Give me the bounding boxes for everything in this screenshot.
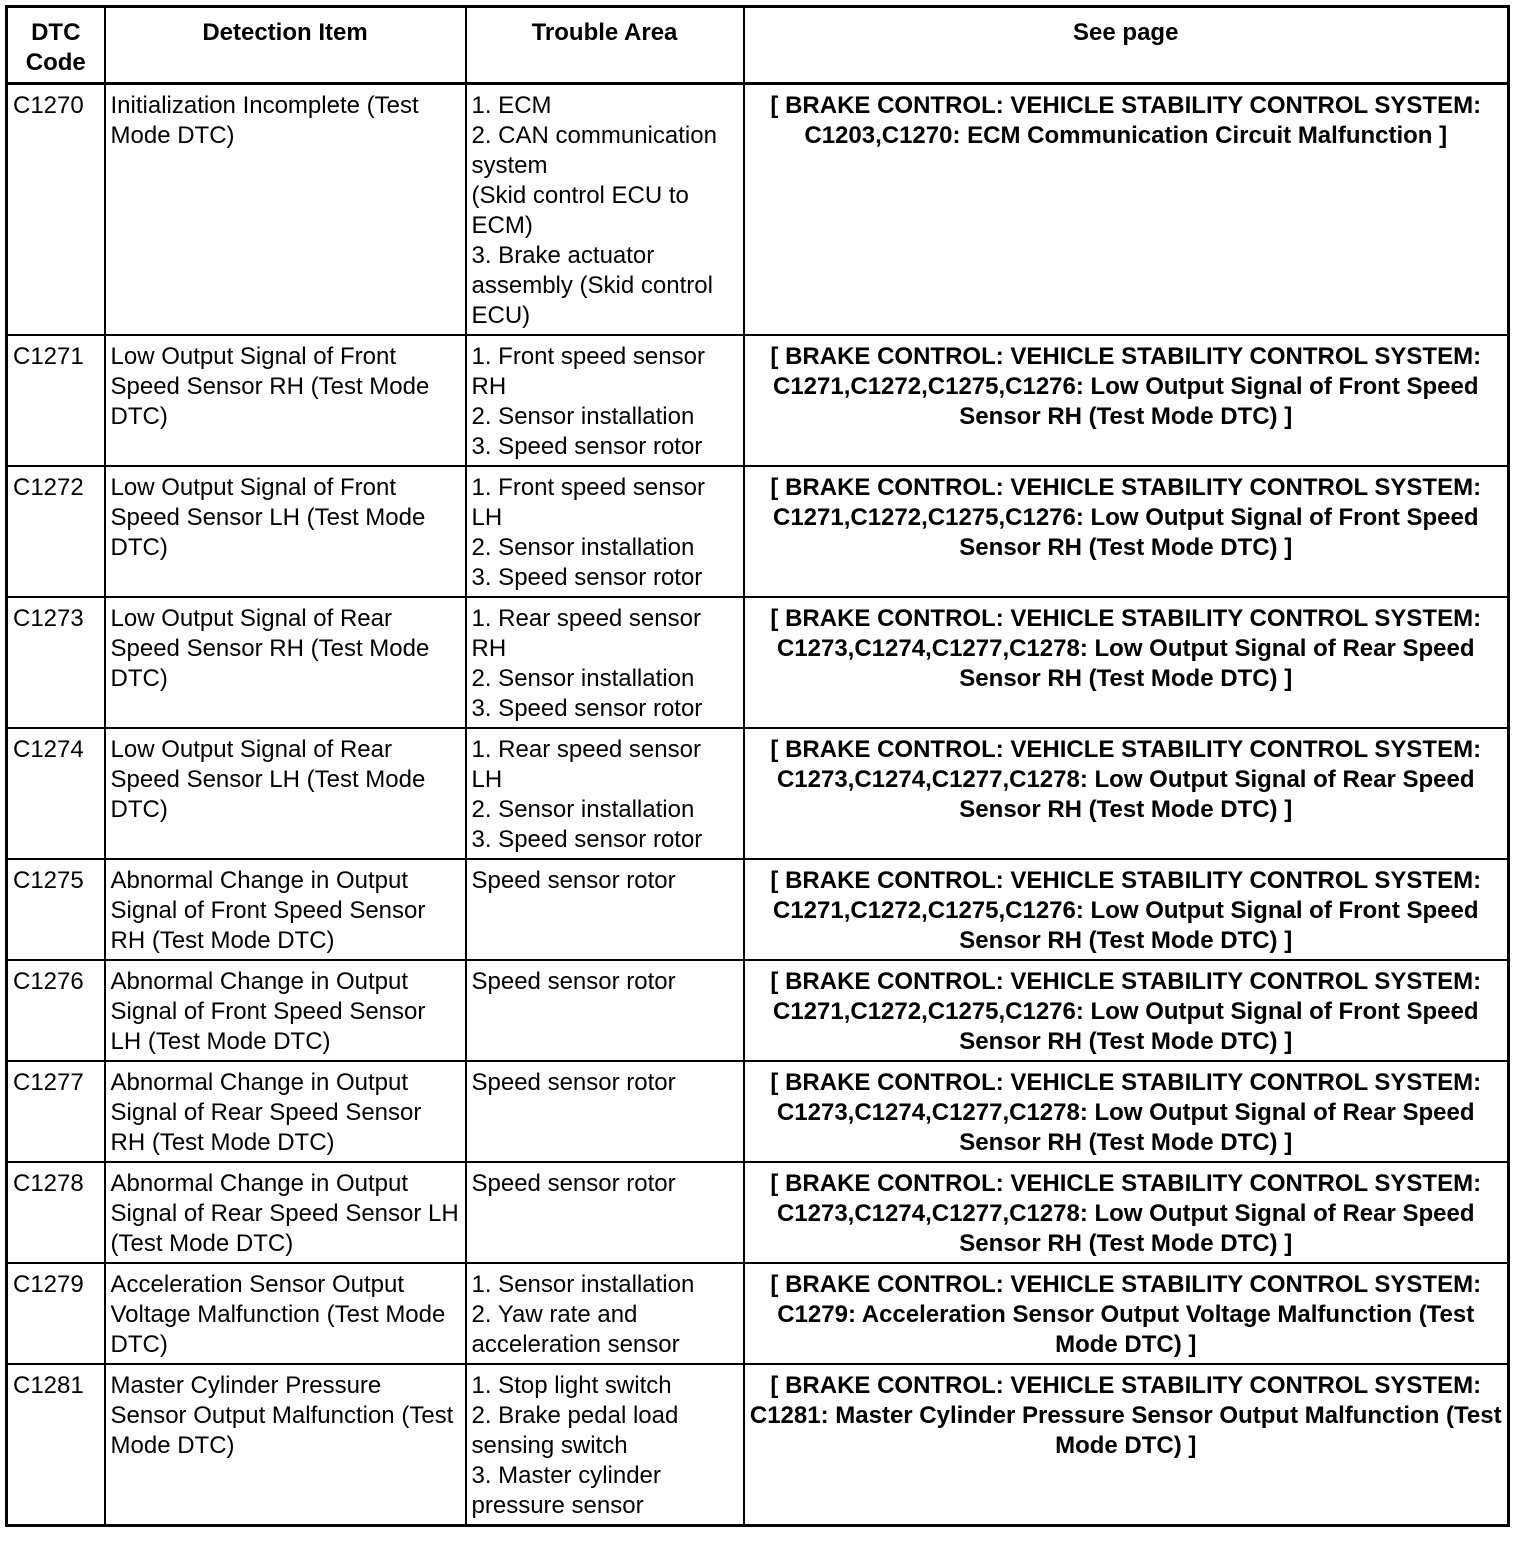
detection-item-cell: Low Output Signal of Front Speed Sensor LH (Test Mode DTC) xyxy=(105,466,466,597)
trouble-area-line: 1. Stop light switch xyxy=(471,1372,672,1399)
dtc-code-cell: C1273 xyxy=(7,597,105,728)
dtc-code-cell: C1279 xyxy=(7,1263,105,1364)
trouble-area-line: Speed sensor rotor xyxy=(471,1069,676,1096)
trouble-area-line: 1. Front speed sensor RH xyxy=(471,343,705,400)
table-row xyxy=(7,728,1509,859)
dtc-code-cell: C1281 xyxy=(7,1364,105,1526)
detection-item-cell: Abnormal Change in Output Signal of Rear Speed Sensor LH (Test Mode DTC) xyxy=(105,1162,466,1263)
trouble-area-cell xyxy=(466,1061,744,1162)
trouble-area-line: 2. Sensor installation xyxy=(471,403,695,430)
table-body xyxy=(7,84,1509,1526)
table-row xyxy=(7,1364,1509,1526)
dtc-code-cell: C1277 xyxy=(7,1061,105,1162)
dtc-code-cell: C1274 xyxy=(7,728,105,859)
trouble-area-line: Speed sensor rotor xyxy=(471,867,676,894)
trouble-area-line: 2. Brake pedal load sensing switch xyxy=(471,1402,679,1459)
table-row xyxy=(7,1162,1509,1263)
dtc-code-cell: C1278 xyxy=(7,1162,105,1263)
see-page-link[interactable]: [ BRAKE CONTROL: VEHICLE STABILITY CONTROL SYSTEM: C1203,C1270: ECM Communication Circuit Malfunction ] xyxy=(744,84,1509,336)
table-header-row xyxy=(7,7,1509,84)
trouble-area-line: 2. Sensor installation xyxy=(471,796,695,823)
trouble-area-line: Speed sensor rotor xyxy=(471,968,676,995)
see-page-link[interactable]: [ BRAKE CONTROL: VEHICLE STABILITY CONTROL SYSTEM: C1273,C1274,C1277,C1278: Low Output Signal of Rear Speed Sensor RH (Test Mode DTC) ] xyxy=(744,1162,1509,1263)
trouble-area-line: 3. Speed sensor rotor xyxy=(471,826,703,853)
table-row xyxy=(7,1061,1509,1162)
table-row xyxy=(7,1263,1509,1364)
trouble-area-line: 3. Speed sensor rotor xyxy=(471,695,703,722)
header-dtc-code-line1: DTC xyxy=(31,19,81,46)
trouble-area-cell xyxy=(466,84,744,336)
table-row xyxy=(7,335,1509,466)
detection-item-cell: Low Output Signal of Rear Speed Sensor LH (Test Mode DTC) xyxy=(105,728,466,859)
detection-item-cell: Abnormal Change in Output Signal of Front Speed Sensor RH (Test Mode DTC) xyxy=(105,859,466,960)
trouble-area-line: Speed sensor rotor xyxy=(471,1170,676,1197)
see-page-link[interactable]: [ BRAKE CONTROL: VEHICLE STABILITY CONTROL SYSTEM: C1273,C1274,C1277,C1278: Low Output Signal of Rear Speed Sensor RH (Test Mode DTC) ] xyxy=(744,1061,1509,1162)
trouble-area-line: 1. Front speed sensor LH xyxy=(471,474,705,531)
detection-item-cell: Abnormal Change in Output Signal of Front Speed Sensor LH (Test Mode DTC) xyxy=(105,960,466,1061)
trouble-area-line: 3. Speed sensor rotor xyxy=(471,433,703,460)
header-detection-item: Detection Item xyxy=(105,7,466,84)
trouble-area-line: 2. Sensor installation xyxy=(471,665,695,692)
dtc-table-container xyxy=(5,5,1507,1527)
trouble-area-cell xyxy=(466,1263,744,1364)
trouble-area-cell xyxy=(466,1364,744,1526)
dtc-code-cell: C1276 xyxy=(7,960,105,1061)
table-row xyxy=(7,960,1509,1061)
trouble-area-line: 2. Sensor installation xyxy=(471,534,695,561)
see-page-link[interactable]: [ BRAKE CONTROL: VEHICLE STABILITY CONTROL SYSTEM: C1273,C1274,C1277,C1278: Low Output Signal of Rear Speed Sensor RH (Test Mode DTC) ] xyxy=(744,728,1509,859)
detection-item-cell: Abnormal Change in Output Signal of Rear Speed Sensor RH (Test Mode DTC) xyxy=(105,1061,466,1162)
trouble-area-line: 1. Rear speed sensor RH xyxy=(471,605,701,662)
see-page-link[interactable]: [ BRAKE CONTROL: VEHICLE STABILITY CONTROL SYSTEM: C1279: Acceleration Sensor Output Voltage Malfunction (Test Mode DTC) ] xyxy=(744,1263,1509,1364)
see-page-link[interactable]: [ BRAKE CONTROL: VEHICLE STABILITY CONTROL SYSTEM: C1271,C1272,C1275,C1276: Low Output Signal of Front Speed Sensor RH (Test Mode DTC) ] xyxy=(744,335,1509,466)
table-row xyxy=(7,84,1509,336)
trouble-area-line: 1. Sensor installation xyxy=(471,1271,695,1298)
trouble-area-cell xyxy=(466,1162,744,1263)
dtc-table xyxy=(5,5,1510,1527)
header-dtc-code-line2: Code xyxy=(25,49,86,76)
table-row xyxy=(7,597,1509,728)
table-row xyxy=(7,466,1509,597)
see-page-link[interactable]: [ BRAKE CONTROL: VEHICLE STABILITY CONTROL SYSTEM: C1271,C1272,C1275,C1276: Low Output Signal of Front Speed Sensor RH (Test Mode DTC) ] xyxy=(744,960,1509,1061)
trouble-area-line: 2. CAN communication system xyxy=(471,122,717,179)
trouble-area-cell xyxy=(466,466,744,597)
trouble-area-line: 3. Brake actuator assembly (Skid control ECU) xyxy=(471,242,713,329)
detection-item-cell: Initialization Incomplete (Test Mode DTC) xyxy=(105,84,466,336)
detection-item-cell: Acceleration Sensor Output Voltage Malfunction (Test Mode DTC) xyxy=(105,1263,466,1364)
dtc-code-cell: C1272 xyxy=(7,466,105,597)
header-dtc-code xyxy=(7,7,105,84)
trouble-area-cell xyxy=(466,859,744,960)
trouble-area-line: 1. Rear speed sensor LH xyxy=(471,736,701,793)
trouble-area-cell xyxy=(466,597,744,728)
trouble-area-line: (Skid control ECU to ECM) xyxy=(471,182,689,239)
detection-item-cell: Low Output Signal of Rear Speed Sensor RH (Test Mode DTC) xyxy=(105,597,466,728)
detection-item-cell: Low Output Signal of Front Speed Sensor RH (Test Mode DTC) xyxy=(105,335,466,466)
see-page-link[interactable]: [ BRAKE CONTROL: VEHICLE STABILITY CONTROL SYSTEM: C1273,C1274,C1277,C1278: Low Output Signal of Rear Speed Sensor RH (Test Mode DTC) ] xyxy=(744,597,1509,728)
trouble-area-cell xyxy=(466,728,744,859)
trouble-area-line: 3. Speed sensor rotor xyxy=(471,564,703,591)
header-see-page: See page xyxy=(744,7,1509,84)
trouble-area-line: 3. Master cylinder pressure sensor xyxy=(471,1462,661,1519)
header-trouble-area: Trouble Area xyxy=(466,7,744,84)
dtc-code-cell: C1270 xyxy=(7,84,105,336)
see-page-link[interactable]: [ BRAKE CONTROL: VEHICLE STABILITY CONTROL SYSTEM: C1271,C1272,C1275,C1276: Low Output Signal of Front Speed Sensor RH (Test Mode DTC) ] xyxy=(744,466,1509,597)
trouble-area-line: 1. ECM xyxy=(471,92,552,119)
dtc-code-cell: C1271 xyxy=(7,335,105,466)
dtc-code-cell: C1275 xyxy=(7,859,105,960)
trouble-area-cell xyxy=(466,960,744,1061)
table-row xyxy=(7,859,1509,960)
see-page-link[interactable]: [ BRAKE CONTROL: VEHICLE STABILITY CONTROL SYSTEM: C1271,C1272,C1275,C1276: Low Output Signal of Front Speed Sensor RH (Test Mode DTC) ] xyxy=(744,859,1509,960)
detection-item-cell: Master Cylinder Pressure Sensor Output Malfunction (Test Mode DTC) xyxy=(105,1364,466,1526)
trouble-area-cell xyxy=(466,335,744,466)
trouble-area-line: 2. Yaw rate and acceleration sensor xyxy=(471,1301,680,1358)
see-page-link[interactable]: [ BRAKE CONTROL: VEHICLE STABILITY CONTROL SYSTEM: C1281: Master Cylinder Pressure Sensor Output Malfunction (Test Mode DTC) ] xyxy=(744,1364,1509,1526)
